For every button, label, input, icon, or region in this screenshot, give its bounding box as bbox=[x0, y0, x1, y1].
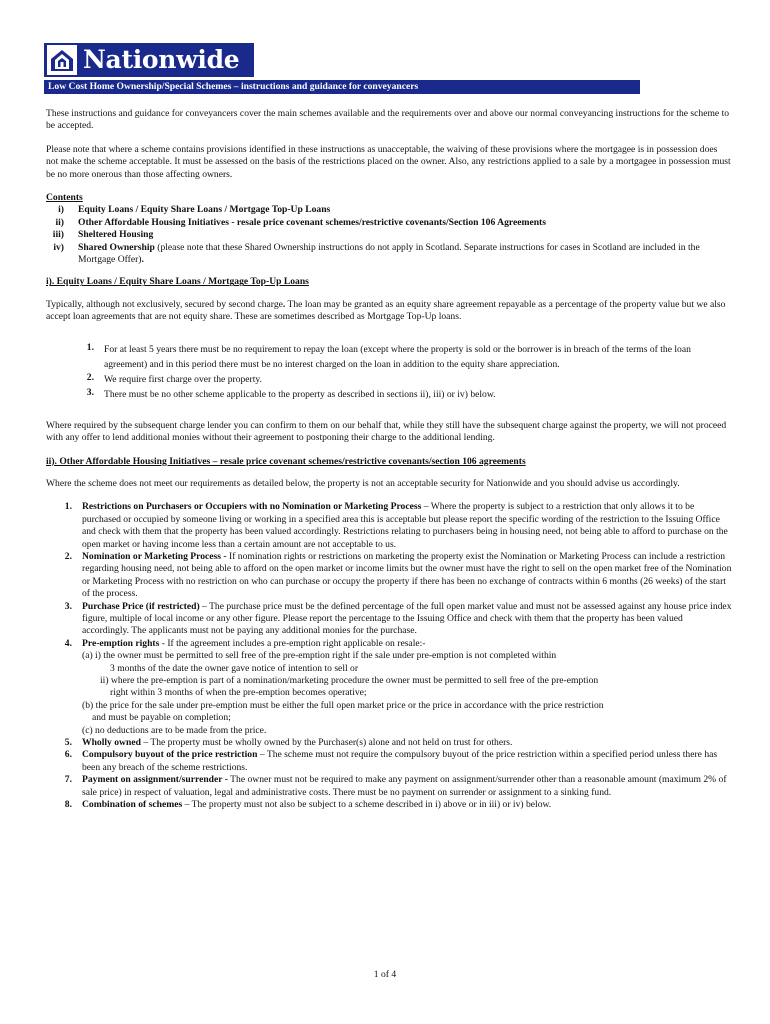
item-title: Restrictions on Purchasers or Occupiers with no Nomination or Marketing Process bbox=[82, 501, 422, 513]
section-1-paragraph bbox=[46, 299, 732, 324]
item-text: – The property must not also be subject to a scheme described in i) above or in iii) or iv) below. bbox=[182, 799, 552, 811]
pre-emption-clause-a: (a) i) the owner must be permitted to sell free of the pre-emption right if the sale under pre-emption is not completed within bbox=[82, 650, 557, 662]
contents-number: iii) bbox=[52, 229, 64, 241]
document-title: Low Cost Home Ownership/Special Schemes – instructions and guidance for conveyancers bbox=[44, 80, 640, 94]
list-item bbox=[46, 601, 732, 638]
contents-title: Sheltered Housing bbox=[78, 229, 154, 241]
section-2-intro: Where the scheme does not meet our requirements as detailed below, the property is not an acceptable security for Nationwide and you should advise us accordingly. bbox=[46, 477, 680, 489]
list-item bbox=[68, 342, 732, 372]
contents-item bbox=[46, 242, 732, 267]
item-text: – The property must be wholly owned by the Purchaser(s) alone and not held on trust for others. bbox=[140, 737, 513, 749]
item-text: If nomination rights or restrictions on marketing the property exist the Nomination or Marketing Process can include a restriction regarding housing need, not being able to afford on the open market or income limits but the owner must have the right to sell on the open market free of the Nomination or Marketing Process with no restriction on who can purchase or occupy the property if there has been no exchange of contracts within 6 months (26 weeks) of the start of the process. bbox=[82, 550, 732, 600]
contents-title: Other Affordable Housing Initiatives - resale price covenant schemes/restrictive covenants/Section 106 Agreements bbox=[78, 216, 546, 228]
item-title: Payment on assignment/surrender - bbox=[82, 774, 228, 786]
section-1-dot: . bbox=[282, 298, 286, 310]
item-text: - If the agreement includes a pre-emption right applicable on resale:- bbox=[159, 637, 426, 649]
intro-paragraph: Please note that where a scheme contains provisions identified in these instructions as unacceptable, the waiving of these provisions where the mortgagee is in possession does not make the scheme acceptable. It must be assessed on the basis of the restrictions placed on the owner. Also, any restrictions applied to a sale by a mortgagee in possession must be no more onerous than those affecting owners. bbox=[46, 143, 731, 180]
section-1-requirements bbox=[46, 342, 732, 402]
contents-note: (please note that these Shared Ownership instructions do not apply in Scotland. Separate instructions for cases in Scotland are included in the Mortgage Offer) bbox=[78, 241, 700, 266]
item-title: Wholly owned bbox=[82, 737, 141, 749]
list-item bbox=[46, 799, 732, 811]
pre-emption-clause-b: (b) the price for the sale under pre-emption must be either the full open market price or the price in accordance with the price restriction bbox=[82, 699, 604, 711]
item-number: 6. bbox=[64, 749, 72, 761]
item-number: 4. bbox=[64, 637, 72, 649]
item-number: 2. bbox=[64, 550, 72, 562]
item-number: 2. bbox=[86, 371, 94, 383]
item-text: We require first charge over the property. bbox=[104, 373, 262, 385]
list-item bbox=[46, 774, 732, 799]
list-item bbox=[46, 501, 732, 551]
pre-emption-clause-c: (c) no deductions are to be made from the price. bbox=[82, 724, 267, 736]
page-number: 1 of 4 bbox=[373, 969, 397, 980]
item-number: 5. bbox=[64, 737, 72, 749]
contents-note-end: . bbox=[141, 254, 144, 266]
item-title: Nomination or Marketing Process - bbox=[82, 550, 227, 562]
section-1-text-a: Typically, although not exclusively, secured by second charge bbox=[46, 298, 283, 310]
item-number: 1. bbox=[64, 501, 72, 513]
item-text: There must be no other scheme applicable to the property as described in sections ii), iii) or iv) below. bbox=[104, 388, 496, 400]
contents-number: i) bbox=[58, 204, 64, 216]
item-number: 7. bbox=[64, 774, 72, 786]
contents-item bbox=[46, 217, 732, 229]
item-title: Compulsory buyout of the price restriction bbox=[82, 749, 258, 761]
section-1-text-b: The loan may be granted as an equity share agreement repayable as a percentage of the property value but we also accept loan agreements that are not equity share. These are sometimes described as Mortgage Top-Up loans. bbox=[46, 298, 726, 323]
nationwide-logo bbox=[44, 43, 254, 77]
section-1-closing: Where required by the subsequent charge lender you can confirm to them on our behalf that, while they still have the subsequent charge against the property, we will not proceed with any offer to lend additional monies without their agreement to postponing their charge to the additional lending. bbox=[46, 419, 727, 444]
list-item bbox=[46, 737, 732, 749]
section-2-heading: ii). Other Affordable Housing Initiatives – resale price covenant schemes/restrictive covenants/section 106 agreements bbox=[46, 455, 526, 467]
contents-section bbox=[46, 192, 732, 266]
list-item bbox=[46, 551, 732, 601]
item-number: 3. bbox=[86, 386, 94, 398]
brand-name: Nationwide bbox=[83, 44, 240, 74]
document-body bbox=[46, 108, 732, 811]
section-1-heading: i). Equity Loans / Equity Share Loans / Mortgage Top-Up Loans bbox=[46, 276, 309, 288]
contents-item bbox=[46, 204, 732, 216]
contents-heading: Contents bbox=[46, 192, 83, 204]
item-text: The owner must not be required to make any payment on assignment/surrender other than a reasonable amount (maximum 2% of sale price) in respect of valuation, legal and administrative costs. There must be no payment on surrender or assignment to a sinking fund. bbox=[82, 774, 727, 798]
item-text: – The purchase price must be the defined percentage of the full open market value and must not be assessed against any house price index figure, multiple of local income or any other figure. Please report the percentage to the Issuing Office and check with them that the property has been valued accordingly. The applicants must not be paying any additional monies for the purchase. bbox=[82, 600, 732, 637]
section-2-requirements bbox=[46, 501, 732, 811]
contents-number: iv) bbox=[53, 241, 64, 253]
item-number: 8. bbox=[64, 799, 72, 811]
list-item bbox=[46, 638, 732, 737]
contents-item bbox=[46, 229, 732, 241]
item-title: Purchase Price (if restricted) bbox=[82, 600, 200, 612]
item-title: Pre-emption rights bbox=[82, 637, 160, 649]
contents-title: Equity Loans / Equity Share Loans / Mortgage Top-Up Loans bbox=[78, 204, 331, 216]
item-number: 1. bbox=[86, 341, 94, 353]
pre-emption-clause-a-cont: 3 months of the date the owner gave notice of intention to sell or bbox=[110, 662, 359, 674]
pre-emption-clause-b-cont: and must be payable on completion; bbox=[92, 712, 231, 724]
item-text: – The scheme must not require the compulsory buyout of the price restriction within a specified period unless there has been any breach of the scheme restrictions. bbox=[82, 749, 718, 773]
list-item bbox=[68, 372, 732, 387]
intro-paragraph: These instructions and guidance for conveyancers cover the main schemes available and the requirements over and above our normal conveyancing instructions for the scheme to be accepted. bbox=[46, 108, 730, 132]
pre-emption-clause-a-ii-cont: right within 3 months of when the pre-emption becomes operative; bbox=[110, 687, 367, 699]
item-title: Combination of schemes bbox=[82, 799, 183, 811]
contents-title: Shared Ownership bbox=[78, 241, 155, 253]
list-item bbox=[46, 749, 732, 774]
contents-number: ii) bbox=[55, 216, 64, 228]
item-text: For at least 5 years there must be no requirement to repay the loan (except where the property is sold or the borrower is in breach of the terms of the loan agreement) and in this period there must be no interest charged on the loan in addition to the equity share appreciation. bbox=[104, 343, 691, 370]
item-number: 3. bbox=[64, 600, 72, 612]
pre-emption-clause-a-ii: ii) where the pre-emption is part of a nomination/marketing procedure the owner must be permitted to sell free of the pre-emption bbox=[100, 675, 599, 686]
item-text: – Where the property is subject to a restriction that only allows it to be purchased or occupied by someone living or working in a specified area this is acceptable but please report the specific wording of the restriction to the Issuing Office and check with them that the property has been valued accordingly. Restrictions relating to purchasers being in housing need, not being able to afford to purchase on the open market or having income less than a certain amount are not acceptable to us. bbox=[82, 501, 728, 550]
building-society-house-icon bbox=[47, 45, 77, 75]
list-item bbox=[68, 387, 732, 402]
